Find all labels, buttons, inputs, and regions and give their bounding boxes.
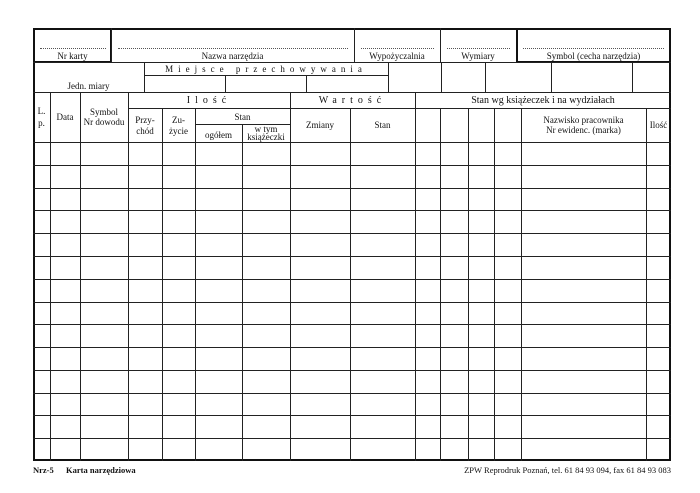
jedn-miary-label: Jedn. miary [67,81,110,91]
table-row-line [33,438,671,439]
lp-label-2: p. [38,118,45,128]
wymiary-label: Wymiary [461,51,495,61]
table-row-line [33,347,671,348]
table-row-line [33,256,671,257]
table-row-line [33,393,671,394]
w-tym-label-2: książeczki [247,132,285,142]
table-row-line [33,165,671,166]
nr-karty-label: Nr karty [57,51,88,61]
zmiany-label: Zmiany [306,120,334,130]
table-row-line [33,415,671,416]
symbol-label: Symbol (cecha narzędzia) [546,51,641,61]
wypozyczalnia-label: Wypożyczalnia [369,51,425,61]
table-row-line [33,302,671,303]
lp-label-1: L. [37,106,46,116]
table-row-line [33,233,671,234]
zuzycie-label-2: życie [169,126,188,136]
nazwisko-label-1: Nazwisko pracownika [543,115,624,125]
stan-label: Stan [234,112,251,122]
nazwa-label: Nazwa narzędzia [201,51,264,61]
symbol-nr-label-2: Nr dowodu [83,117,125,127]
table-row-line [33,370,671,371]
table-row-line [33,188,671,189]
publisher-info: ZPW Reprodruk Poznań, tel. 61 84 93 094, fax 61 84 93 083 [464,465,671,475]
wartosc-label: Wartość [318,95,387,106]
w-tym-label-1: w tym [254,124,278,134]
miejsce-label: Miejsce przechowywania [165,64,367,74]
symbol-nr-label-1: Symbol [89,107,118,117]
form-code: Nrz-5 [33,465,54,475]
ogolem-label: ogółem [205,130,232,140]
przychod-label-1: Przy- [135,115,155,125]
data-label: Data [56,112,74,122]
nazwisko-label-2: Nr ewidenc. (marka) [546,125,621,135]
przychod-label-2: chód [136,126,154,136]
ilosc2-label: Ilość [649,120,668,130]
form-title: Karta narzędziowa [66,465,136,475]
table-row-line [33,324,671,325]
stan-wartosc-label: Stan [374,120,391,130]
table-row-line [33,279,671,280]
ilosc-label: Ilość [186,95,232,106]
table-row-line [33,210,671,211]
stan-wg-label: Stan wg książeczek i na wydziałach [471,95,615,106]
zuzycie-label-1: Zu- [172,115,185,125]
